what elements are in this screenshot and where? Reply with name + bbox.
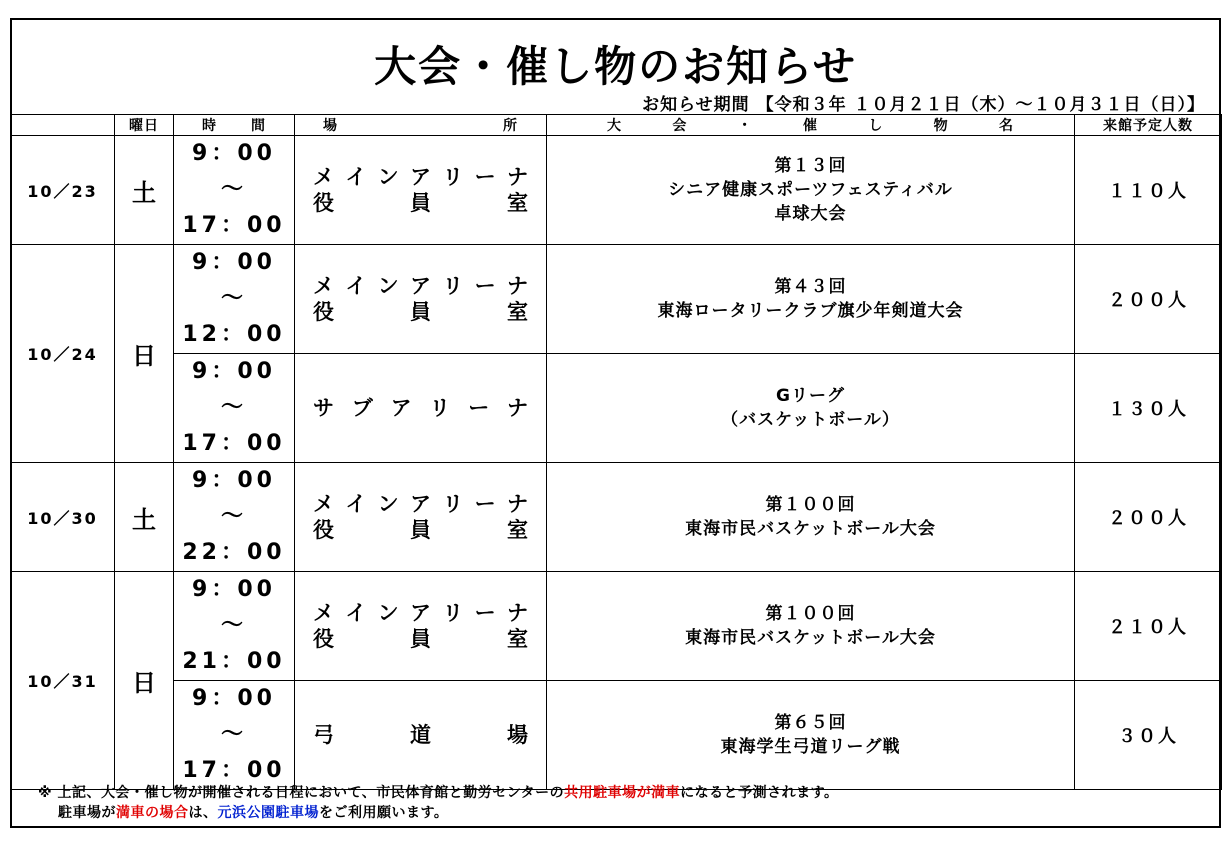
- place-char: リ: [442, 601, 464, 625]
- event-name-line: シニア健康スポーツフェスティバル: [668, 180, 953, 200]
- place-line-1: [313, 164, 528, 190]
- event-name-line: 第４３回: [774, 277, 847, 297]
- event-name: [547, 245, 1075, 354]
- event-name-line: 東海市民バスケットボール大会: [685, 519, 936, 539]
- time-separator: ～: [220, 722, 247, 747]
- end-time: 22：00: [182, 540, 286, 565]
- table-row: [11, 572, 1222, 681]
- place-char: ナ: [506, 274, 528, 298]
- start-time: 9：00: [192, 359, 276, 384]
- table-row: [11, 245, 1222, 354]
- place-char: 役: [313, 191, 334, 215]
- event-name-line: 第１３回: [774, 156, 847, 176]
- event-time: [174, 245, 295, 354]
- place-line-1: [313, 395, 528, 421]
- event-name-line: 第１００回: [765, 604, 856, 624]
- event-time: [174, 463, 295, 572]
- place-char: 役: [313, 627, 334, 651]
- time-separator: ～: [220, 395, 247, 420]
- place-line-2: [313, 299, 528, 325]
- event-name: [547, 354, 1075, 463]
- end-time: 17：00: [182, 758, 286, 783]
- place-char: サ: [313, 396, 334, 420]
- h-event-char: し: [868, 118, 884, 134]
- place-char: リ: [442, 165, 464, 189]
- place-char: ア: [409, 274, 431, 298]
- expected-attendance: ２１０人: [1075, 572, 1222, 681]
- place-char: 室: [507, 191, 528, 215]
- event-name: [547, 572, 1075, 681]
- h-event-char: 会: [672, 118, 688, 134]
- place-char: イ: [345, 274, 367, 298]
- h-event-char: 名: [998, 118, 1014, 134]
- event-name-line: 東海市民バスケットボール大会: [685, 628, 936, 648]
- place-char: ナ: [506, 396, 528, 420]
- event-date: 10／24: [11, 245, 115, 463]
- place-char: イ: [345, 601, 367, 625]
- header-date: [11, 115, 115, 136]
- place-char: ア: [409, 492, 431, 516]
- time-separator: ～: [220, 613, 247, 638]
- place-char: ー: [474, 601, 496, 625]
- place-char: 道: [410, 723, 431, 747]
- h-time-char: 間: [251, 118, 266, 134]
- event-place: [295, 572, 547, 681]
- place-char: ナ: [506, 601, 528, 625]
- table-header: [11, 115, 1222, 136]
- event-name-line: 東海学生弓道リーグ戦: [720, 737, 901, 757]
- event-name-line: （バスケットボール）: [721, 410, 900, 430]
- event-date: 10／31: [11, 572, 115, 790]
- event-date: 10／23: [11, 136, 115, 245]
- place-char: 役: [313, 518, 334, 542]
- place-char: 員: [410, 191, 431, 215]
- h-event-char: 催: [802, 118, 818, 134]
- event-name-line: 卓球大会: [774, 204, 847, 224]
- event-place: [295, 681, 547, 790]
- event-time: [174, 572, 295, 681]
- expected-attendance: １１０人: [1075, 136, 1222, 245]
- event-day-of-week: 日: [115, 245, 174, 463]
- end-time: 17：00: [182, 431, 286, 456]
- notice-frame: [10, 18, 1221, 828]
- place-char: ア: [390, 396, 412, 420]
- place-char: メ: [313, 274, 334, 298]
- h-event-char: 大: [607, 118, 622, 134]
- start-time: 9：00: [192, 577, 276, 602]
- place-char: 員: [410, 300, 431, 324]
- note-line-2: 駐車場が満車の場合は、元浜公園駐車場をご利用願います。: [58, 805, 449, 821]
- place-line-2: [313, 626, 528, 652]
- header-event: [547, 115, 1075, 136]
- place-char: ー: [468, 396, 490, 420]
- place-char: ー: [474, 165, 496, 189]
- place-line-1: [313, 600, 528, 626]
- expected-attendance: ２００人: [1075, 463, 1222, 572]
- header-place: [295, 115, 547, 136]
- h-place-char: 所: [503, 118, 518, 134]
- place-char: ナ: [506, 165, 528, 189]
- place-char: ア: [409, 165, 431, 189]
- h-event-char: ・: [737, 118, 753, 134]
- time-separator: ～: [220, 504, 247, 529]
- end-time: 12：00: [182, 322, 286, 347]
- event-place: [295, 245, 547, 354]
- place-char: 場: [507, 723, 528, 747]
- place-char: 室: [507, 518, 528, 542]
- expected-attendance: １３０人: [1075, 354, 1222, 463]
- place-char: 役: [313, 300, 334, 324]
- expected-attendance: ２００人: [1075, 245, 1222, 354]
- note-line-1: ※ 上記、大会・催し物が開催される日程において、市民体育館と勤労センターの共用駐車場が満車になると予測されます。: [38, 785, 839, 801]
- event-place: [295, 463, 547, 572]
- place-char: ア: [409, 601, 431, 625]
- page-title: 大会・催し物のお知らせ: [374, 42, 857, 91]
- expected-attendance: ３０人: [1075, 681, 1222, 790]
- table-row: [11, 681, 1222, 790]
- place-char: ー: [474, 492, 496, 516]
- event-date: 10／30: [11, 463, 115, 572]
- header-dow: 曜日: [115, 115, 174, 136]
- event-time: [174, 354, 295, 463]
- place-char: イ: [345, 165, 367, 189]
- event-name-line: 東海ロータリークラブ旗少年剣道大会: [657, 301, 964, 321]
- start-time: 9：00: [192, 141, 276, 166]
- place-line-2: [313, 517, 528, 543]
- place-char: メ: [313, 601, 334, 625]
- place-line-2: [313, 190, 528, 216]
- event-name-line: Gリーグ: [776, 386, 845, 406]
- table-row: [11, 136, 1222, 245]
- event-name: [547, 136, 1075, 245]
- place-char: ン: [377, 492, 399, 516]
- place-char: 員: [410, 627, 431, 651]
- notice-period: お知らせ期間 【令和３年 １０月２１日（木）～１０月３１日（日）】: [642, 95, 1205, 115]
- place-char: リ: [429, 396, 451, 420]
- place-char: 員: [410, 518, 431, 542]
- place-char: 室: [507, 300, 528, 324]
- end-time: 17：00: [182, 213, 286, 238]
- place-char: メ: [313, 492, 334, 516]
- place-line-1: [313, 273, 528, 299]
- place-char: ブ: [351, 396, 373, 420]
- place-line-1: [313, 722, 528, 748]
- schedule-table: [10, 114, 1222, 790]
- event-name-line: 第６５回: [774, 713, 847, 733]
- header-time: [174, 115, 295, 136]
- time-separator: ～: [220, 286, 247, 311]
- event-place: [295, 136, 547, 245]
- place-char: ー: [474, 274, 496, 298]
- place-char: リ: [442, 492, 464, 516]
- place-char: ナ: [506, 492, 528, 516]
- h-place-char: 場: [323, 118, 338, 134]
- event-day-of-week: 土: [115, 136, 174, 245]
- place-char: メ: [313, 165, 334, 189]
- time-separator: ～: [220, 177, 247, 202]
- place-char: 室: [507, 627, 528, 651]
- event-place: [295, 354, 547, 463]
- table-row: [11, 463, 1222, 572]
- place-line-1: [313, 491, 528, 517]
- end-time: 21：00: [182, 649, 286, 674]
- event-day-of-week: 土: [115, 463, 174, 572]
- header-people: 来館予定人数: [1075, 115, 1222, 136]
- event-day-of-week: 日: [115, 572, 174, 790]
- event-name-line: 第１００回: [765, 495, 856, 515]
- start-time: 9：00: [192, 686, 276, 711]
- event-time: [174, 681, 295, 790]
- place-char: ン: [377, 601, 399, 625]
- event-time: [174, 136, 295, 245]
- parking-note: [12, 783, 1219, 823]
- event-name: [547, 463, 1075, 572]
- place-char: リ: [442, 274, 464, 298]
- place-char: 弓: [313, 723, 334, 747]
- place-char: イ: [345, 492, 367, 516]
- table-row: [11, 354, 1222, 463]
- start-time: 9：00: [192, 468, 276, 493]
- h-time-char: 時: [202, 118, 217, 134]
- event-name: [547, 681, 1075, 790]
- start-time: 9：00: [192, 250, 276, 275]
- place-char: ン: [377, 165, 399, 189]
- place-char: ン: [377, 274, 399, 298]
- h-event-char: 物: [933, 118, 949, 134]
